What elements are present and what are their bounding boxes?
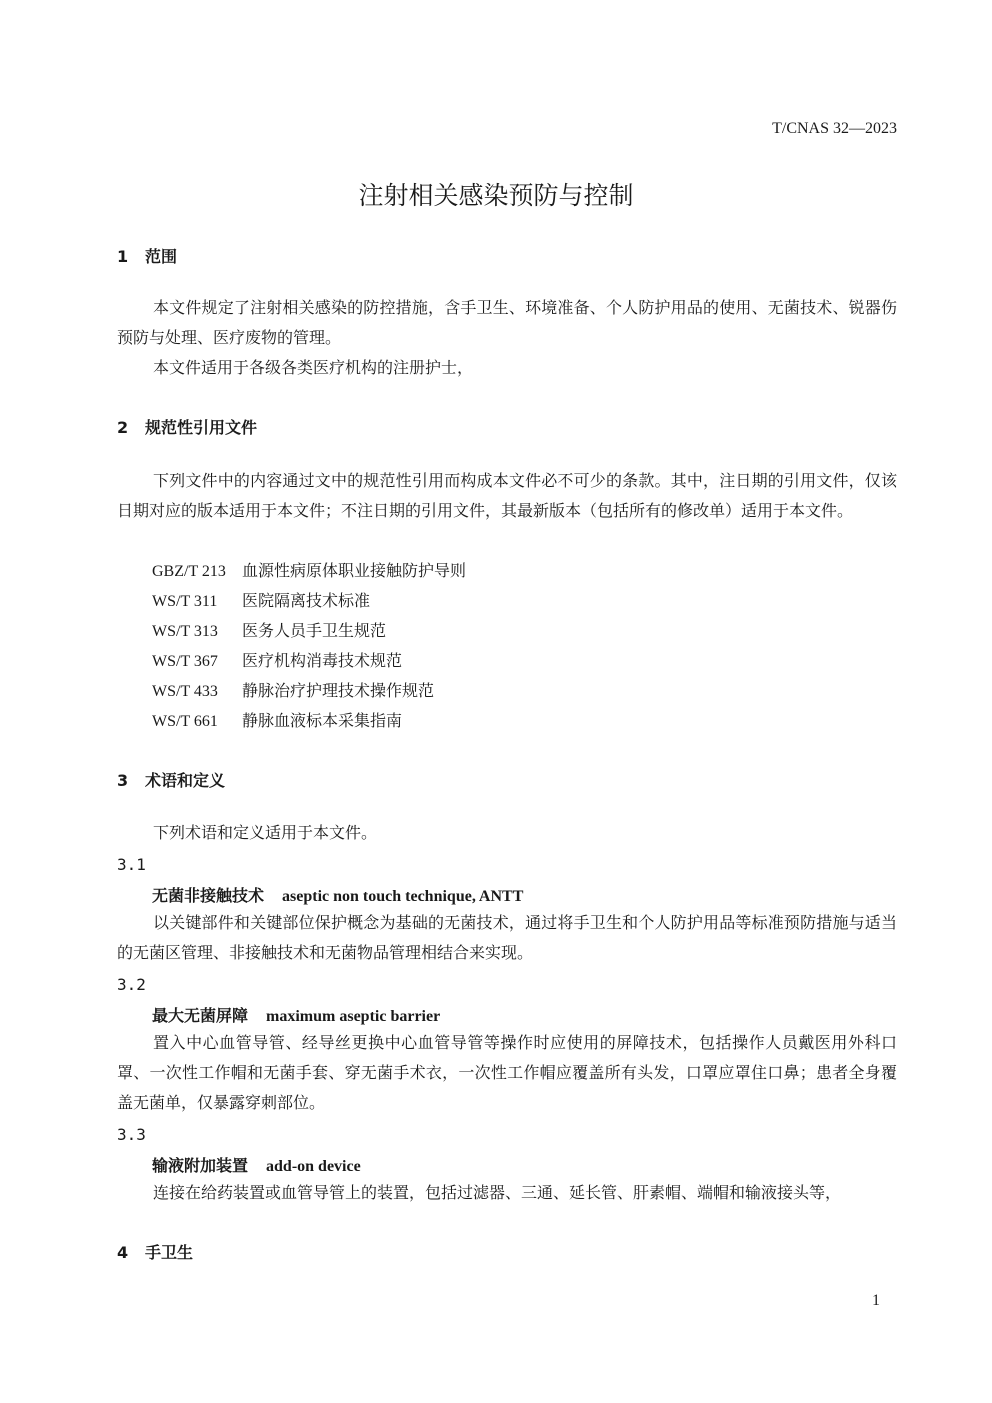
references-intro: 下列文件中的内容通过文中的规范性引用而构成本文件必不可少的条款。其中，注日期的引用文件，仅该日期对应的版本适用于本文件；不注日期的引用文件，其最新版本（包括所有的修改单）适用于本文件。 bbox=[117, 471, 897, 520]
term-definition: 置入中心血管导管、经导丝更换中心血管导管等操作时应使用的屏障技术，包括操作人员戴医用外科口罩、一次性工作帽和无菌手套、穿无菌手术衣，一次性工作帽应覆盖所有头发，口罩应罩住口鼻；患者全身覆盖无菌单，仅暴露穿刺部位。 bbox=[117, 1033, 897, 1112]
section-title: 范围 bbox=[145, 247, 178, 266]
term-number: 3.1 bbox=[117, 855, 146, 874]
section-title: 手卫生 bbox=[145, 1243, 194, 1262]
reference-code: WS/T 311 bbox=[152, 593, 218, 610]
term-heading bbox=[152, 1003, 440, 1026]
reference-item bbox=[152, 646, 402, 677]
term-english: add-on device bbox=[266, 1158, 361, 1175]
page-number: 1 bbox=[872, 1292, 880, 1309]
reference-title: 静脉血液标本采集指南 bbox=[242, 711, 403, 730]
term-chinese: 输液附加装置 bbox=[152, 1156, 249, 1175]
section-heading-hand-hygiene bbox=[117, 1240, 193, 1263]
section-heading-scope bbox=[117, 244, 177, 267]
scope-paragraph-2: 本文件适用于各级各类医疗机构的注册护士， bbox=[153, 358, 474, 377]
reference-item bbox=[152, 586, 370, 617]
term-number: 3.3 bbox=[117, 1125, 146, 1144]
reference-title: 血源性病原体职业接触防护导则 bbox=[242, 561, 467, 580]
section-number: 3 bbox=[117, 771, 129, 790]
term-definition: 以关键部件和关键部位保护概念为基础的无菌技术，通过将手卫生和个人防护用品等标准预防措施与适当的无菌区管理、非接触技术和无菌物品管理相结合来实现。 bbox=[117, 913, 897, 962]
reference-item bbox=[152, 616, 386, 647]
reference-item bbox=[152, 706, 402, 737]
section-number: 4 bbox=[117, 1243, 129, 1262]
term-number: 3.2 bbox=[117, 975, 146, 994]
term-english: aseptic non touch technique, ANTT bbox=[282, 888, 524, 905]
reference-code: GBZ/T 213 bbox=[152, 563, 226, 580]
reference-item bbox=[152, 556, 466, 587]
reference-title: 静脉治疗护理技术操作规范 bbox=[242, 681, 435, 700]
term-heading bbox=[152, 1153, 361, 1176]
document-title: 注射相关感染预防与控制 bbox=[358, 181, 634, 210]
term-english: maximum aseptic barrier bbox=[266, 1008, 441, 1025]
section-number: 1 bbox=[117, 247, 129, 266]
section-title: 术语和定义 bbox=[145, 771, 226, 790]
reference-code: WS/T 433 bbox=[152, 683, 218, 700]
section-title: 规范性引用文件 bbox=[145, 418, 258, 437]
terms-intro: 下列术语和定义适用于本文件。 bbox=[153, 823, 378, 842]
reference-code: WS/T 313 bbox=[152, 623, 218, 640]
section-number: 2 bbox=[117, 418, 129, 437]
reference-title: 医务人员手卫生规范 bbox=[242, 621, 387, 640]
term-chinese: 无菌非接触技术 bbox=[152, 886, 265, 905]
term-chinese: 最大无菌屏障 bbox=[152, 1006, 249, 1025]
reference-code: WS/T 661 bbox=[152, 713, 218, 730]
scope-paragraph-1: 本文件规定了注射相关感染的防控措施，含手卫生、环境准备、个人防护用品的使用、无菌技术、锐器伤预防与处理、医疗废物的管理。 bbox=[117, 298, 897, 347]
reference-title: 医院隔离技术标准 bbox=[242, 591, 371, 610]
section-heading-terms-definitions bbox=[117, 768, 225, 791]
section-heading-normative-references bbox=[117, 415, 257, 438]
reference-code: WS/T 367 bbox=[152, 653, 218, 670]
term-heading bbox=[152, 883, 523, 906]
reference-title: 医疗机构消毒技术规范 bbox=[242, 651, 403, 670]
term-definition: 连接在给药装置或血管导管上的装置，包括过滤器、三通、延长管、肝素帽、端帽和输液接头等， bbox=[153, 1183, 842, 1202]
reference-item bbox=[152, 676, 434, 707]
document-code: T/CNAS 32—2023 bbox=[772, 120, 897, 137]
